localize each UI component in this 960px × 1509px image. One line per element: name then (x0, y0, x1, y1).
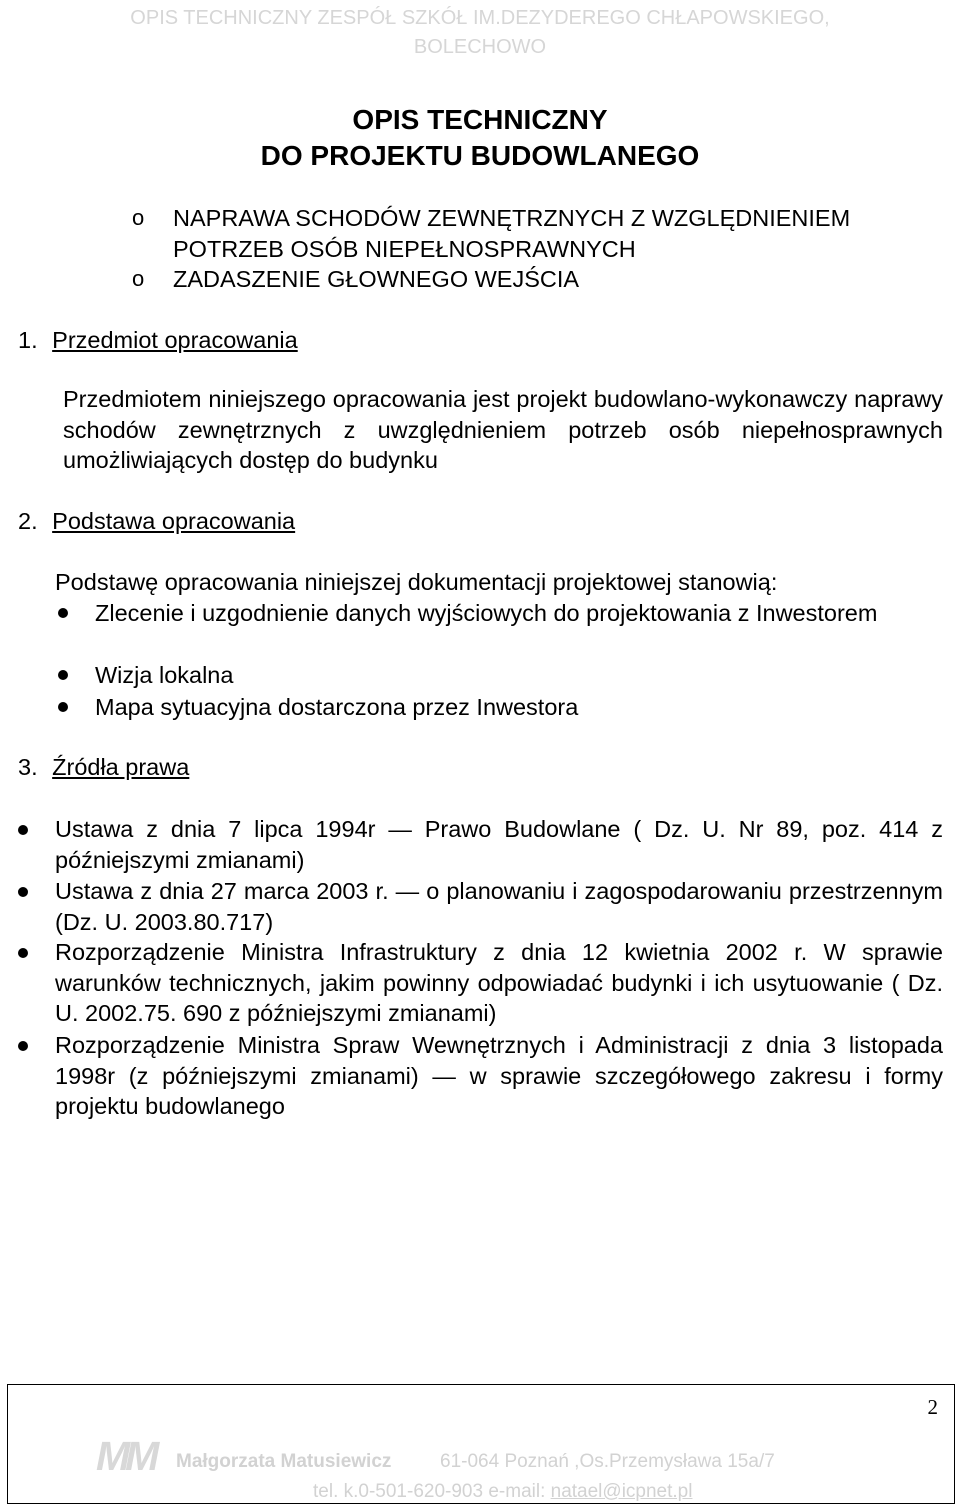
section-1-heading (18, 325, 298, 355)
bullet-dot (58, 702, 68, 712)
bullet-dot (58, 670, 68, 680)
footer-address: 61-064 Poznań ,Os.Przemysława 15a/7 (440, 1451, 775, 1472)
section-2-bullet-3: Mapa sytuacyjna dostarczona przez Inwestora (95, 694, 579, 720)
bullet-dot (58, 608, 68, 618)
scope-marker-1: o (132, 205, 145, 230)
author-logo: MM (96, 1433, 155, 1479)
scope-marker-2: o (132, 266, 145, 291)
bullet-dot (18, 948, 28, 958)
scope-item-1: NAPRAWA SCHODÓW ZEWNĘTRZNYCH Z WZGLĘDNIENIEM POTRZEB OSÓB NIEPEŁNOSPRAWNYCH (173, 205, 851, 262)
section-2-title: Podstawa opracowania (52, 508, 296, 534)
bullet-dot (18, 887, 28, 897)
section-1-title: Przedmiot opracowania (52, 327, 298, 353)
section-3-title: Źródła prawa (52, 754, 190, 780)
section-3-bullet-4: Rozporządzenie Ministra Spraw Wewnętrznych i Administracji z dnia 3 listopada 1998r (z późniejszymi zmianami) — w sprawie szczegółowego zakresu i formy projektu budowlanego (55, 1032, 943, 1119)
footer-email-link[interactable]: natael@icpnet.pl (550, 1481, 693, 1502)
bullet-dot (18, 1041, 28, 1051)
footer-phone: tel. k.0-501-620-903 (313, 1481, 484, 1502)
section-3-heading (18, 752, 189, 782)
section-2-number: 2. (18, 508, 38, 534)
footer-box (7, 1384, 955, 1504)
section-1-number: 1. (18, 327, 38, 353)
title-line-2: DO PROJEKTU BUDOWLANEGO (260, 140, 700, 171)
section-3-bullet-3: Rozporządzenie Ministra Infrastruktury z dnia 12 kwietnia 2002 r. W sprawie warunków technicznych, jakim powinny odpowiadać budynki i ich usytuowanie ( Dz. U. 2002.75. 690 z późniejszymi zmianami) (55, 939, 943, 1026)
header-line-1: OPIS TECHNICZNY ZESPÓŁ SZKÓŁ IM.DEZYDEREGO CHŁAPOWSKIEGO, (130, 7, 830, 29)
page-number: 2 (927, 1395, 938, 1419)
section-2-bullet-1: Zlecenie i uzgodnienie danych wyjściowych do projektowania z Inwestorem (95, 600, 878, 626)
footer-email-label: e-mail: (488, 1481, 546, 1502)
title-line-1: OPIS TECHNICZNY (352, 104, 608, 135)
bullet-dot (18, 825, 28, 835)
footer-author-name: Małgorzata Matusiewicz (176, 1451, 392, 1472)
header-line-2: BOLECHOWO (413, 36, 547, 58)
scope-item-2: ZADASZENIE GŁOWNEGO WEJŚCIA (173, 266, 580, 292)
section-2-heading (18, 506, 295, 536)
footer-contact (313, 1481, 692, 1503)
section-3-bullet-2: Ustawa z dnia 27 marca 2003 r. — o planowaniu i zagospodarowaniu przestrzennym (Dz. U. 2003.80.717) (55, 878, 943, 935)
section-1-paragraph: Przedmiotem niniejszego opracowania jest projekt budowlano-wykonawczy naprawy schodów zewnętrznych z uwzględnieniem potrzeb osób niepełnosprawnych umożliwiających dostęp do budynku (63, 386, 943, 473)
document-header (0, 4, 960, 62)
section-2-bullet-2: Wizja lokalna (95, 662, 234, 688)
section-2-intro: Podstawę opracowania niniejszej dokumentacji projektowej stanowią: (55, 569, 778, 595)
section-3-bullet-1: Ustawa z dnia 7 lipca 1994r — Prawo Budowlane ( Dz. U. Nr 89, poz. 414 z późniejszymi zmianami) (55, 816, 943, 873)
section-3-number: 3. (18, 754, 38, 780)
